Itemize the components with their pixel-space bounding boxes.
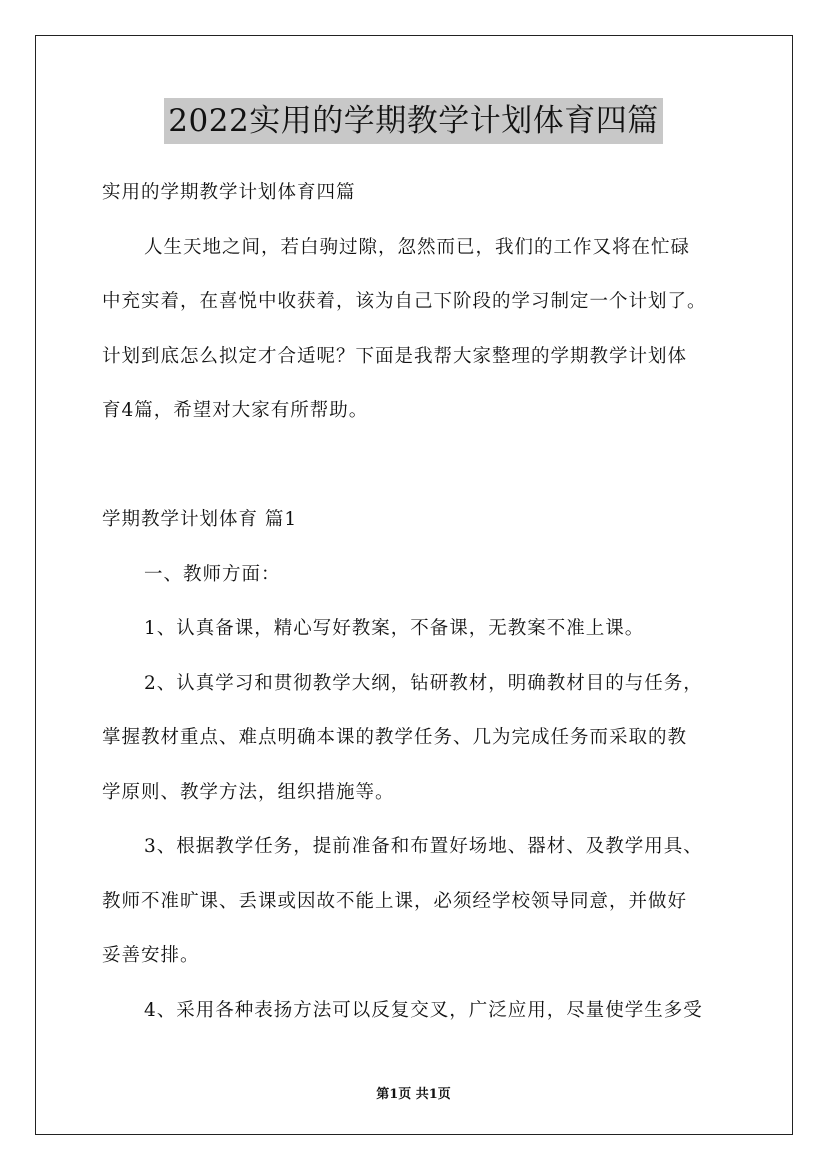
document-body [102, 176, 742, 1048]
intro-line-3: 计划到底怎么拟定才合适呢？下面是我帮大家整理的学期教学计划体 [102, 345, 688, 367]
section-line-8: 妥善安排。 [102, 945, 200, 966]
document-subtitle: 实用的学期教学计划体育四篇 [102, 182, 356, 203]
document-title: 2022实用的学期教学计划体育四篇 [164, 98, 662, 144]
section-line-3: 2、认真学习和贯彻教学大纲，钻研教材，明确教材目的与任务， [144, 672, 703, 694]
section-line-4: 掌握教材重点、难点明确本课的教学任务、几为完成任务而采取的教 [102, 727, 688, 748]
intro-line-4: 育4篇，希望对大家有所帮助。 [102, 400, 369, 421]
section-line-7: 教师不准旷课、丢课或因故不能上课，必须经学校领导同意，并做好 [102, 890, 688, 912]
page-footer: 第1页 共1页 [376, 1087, 451, 1102]
section-line-9: 4、采用各种表扬方法可以反复交叉，广泛应用，尽量使学生多受 [144, 999, 703, 1021]
paragraph-gap [102, 449, 742, 504]
section-line-1: 一、教师方面： [144, 563, 281, 585]
section-line-5: 学原则、教学方法，组织措施等。 [102, 781, 395, 803]
section-heading: 学期教学计划体育 篇1 [102, 509, 298, 530]
section-line-6: 3、根据教学任务，提前准备和布置好场地、器材、及教学用具、 [144, 836, 703, 857]
section-line-2: 1、认真备课，精心写好教案，不备课，无教案不准上课。 [144, 618, 645, 639]
document-title-wrapper [0, 98, 827, 144]
intro-line-2: 中充实着，在喜悦中收获着，该为自己下阶段的学习制定一个计划了。 [102, 291, 707, 312]
intro-line-1: 人生天地之间，若白驹过隙，忽然而已，我们的工作又将在忙碌 [144, 236, 691, 258]
